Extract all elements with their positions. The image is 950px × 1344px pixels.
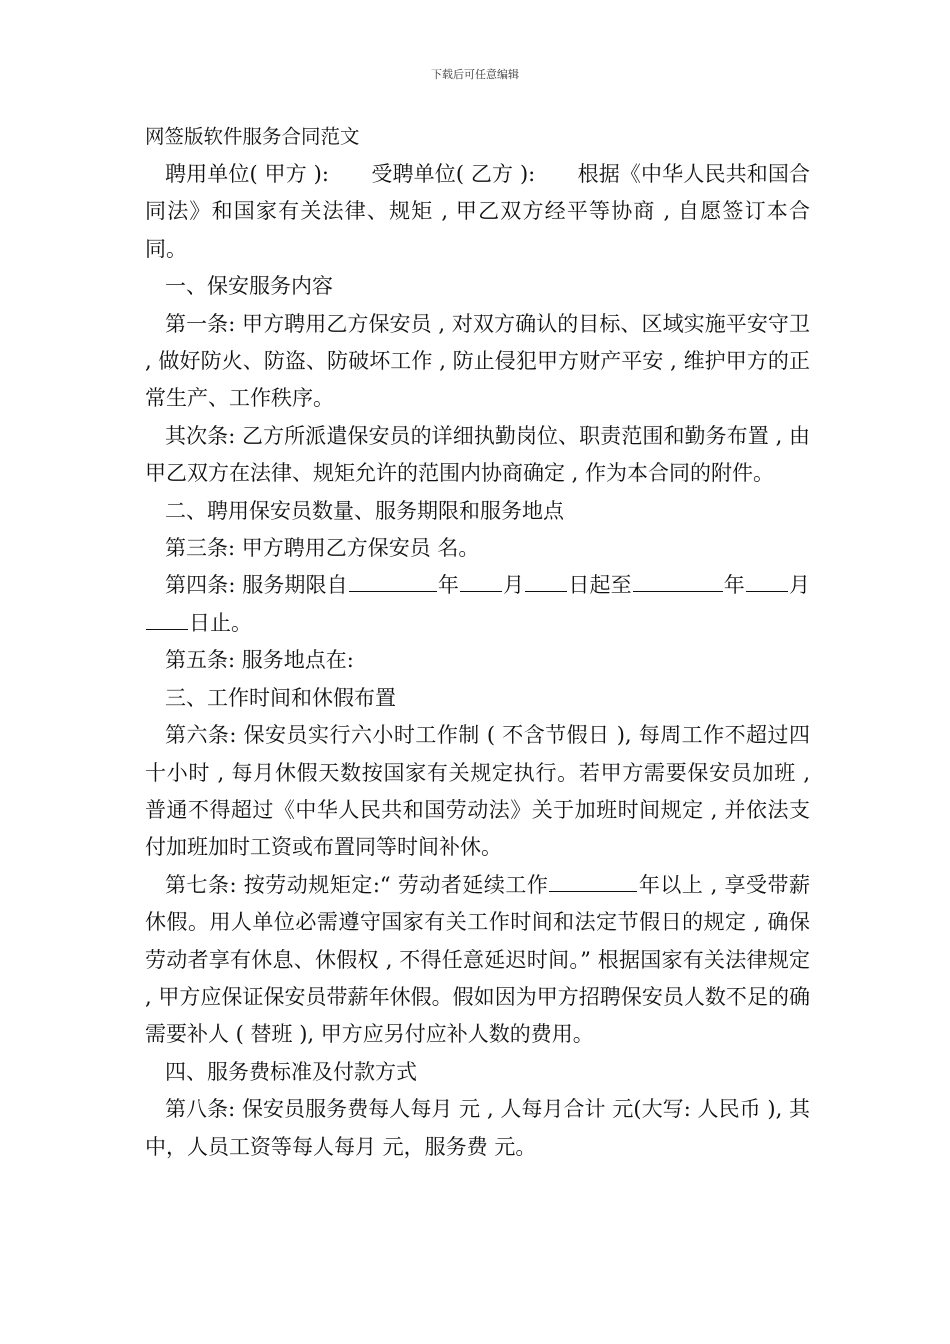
blank-work-years[interactable] (549, 869, 637, 892)
art4-text-1: 第四条: 服务期限自 (165, 573, 348, 598)
art7-text-2: 年以上 , 享受带薪休假。用人单位必需遵守国家有关工作时间和法定节假日的规定 , 确保劳动者享有休息、休假权 , 不得任意延迟时间。” 根据国家有关法律规定 , 甲方应保证保安员带薪年休假。假如因为甲方招聘保安员人数不足的确需要补人 ( 替班 ), 甲方应另付应补人数的费用。 (145, 872, 810, 1047)
blank-start-year[interactable] (349, 569, 437, 592)
section-heading-1: 一、保安服务内容 (165, 274, 333, 299)
art4-text-7: 日止。 (189, 610, 252, 635)
article-1: 第一条: 甲方聘用乙方保安员 , 对双方确认的目标、区域实施平安守卫 , 做好防火、防盗、防破坏工作 , 防止侵犯甲方财产平安 , 维护甲方的正常生产、工作秩序。 (145, 311, 810, 411)
page-header-note: 下载后可任意编辑 (431, 68, 519, 81)
art4-text-5: 年 (723, 573, 745, 598)
art4-text-3: 月 (503, 573, 525, 598)
blank-start-month[interactable] (460, 569, 502, 592)
article-8: 第八条: 保安员服务费每人每月 元 , 人每月合计 元(大写: 人民币 ), 其中，人员工资等每人每月 元，服务费 元。 (145, 1097, 810, 1159)
document-title: 网签版软件服务合同范文 (145, 125, 360, 148)
intro-paragraph: 聘用单位( 甲方 ): 受聘单位( 乙方 ): 根据《中华人民共和国合同法》和国家有关法律、规矩 , 甲乙双方经平等协商 , 自愿签订本合同。 (145, 162, 810, 261)
article-4 (145, 567, 810, 642)
blank-start-day[interactable] (525, 569, 567, 592)
art4-text-2: 年 (437, 573, 459, 598)
article-2: 其次条: 乙方所派遣保安员的详细执勤岗位、职责范围和勤务布置 , 由甲乙双方在法律、规矩允许的范围内协商确定 , 作为本合同的附件。 (145, 423, 810, 486)
article-7 (145, 867, 810, 1054)
section-heading-3: 三、工作时间和休假布置 (165, 685, 396, 710)
section-heading-2: 二、聘用保安员数量、服务期限和服务地点 (165, 498, 564, 523)
section-heading-4: 四、服务费标准及付款方式 (165, 1059, 417, 1084)
art4-text-6: 月 (788, 573, 811, 598)
blank-end-day[interactable] (146, 607, 188, 630)
art7-text-1: 第七条: 按劳动规矩定:“ 劳动者延续工作 (165, 872, 549, 897)
article-6: 第六条: 保安员实行六小时工作制 ( 不含节假日 ), 每周工作不超过四十小时 , 每月休假天数按国家有关规定执行。若甲方需要保安员加班 , 普通不得超过《中华人民共和国劳动法》关于加班时间规定 , 并依法支付加班加时工资或布置同等时间补休。 (145, 723, 810, 860)
art4-text-4: 日起至 (568, 573, 632, 598)
article-5: 第五条: 服务地点在: (165, 648, 354, 673)
blank-end-month[interactable] (746, 569, 788, 592)
document-body (145, 122, 810, 1166)
article-3: 第三条: 甲方聘用乙方保安员 名。 (165, 536, 480, 561)
blank-end-year[interactable] (633, 569, 723, 592)
